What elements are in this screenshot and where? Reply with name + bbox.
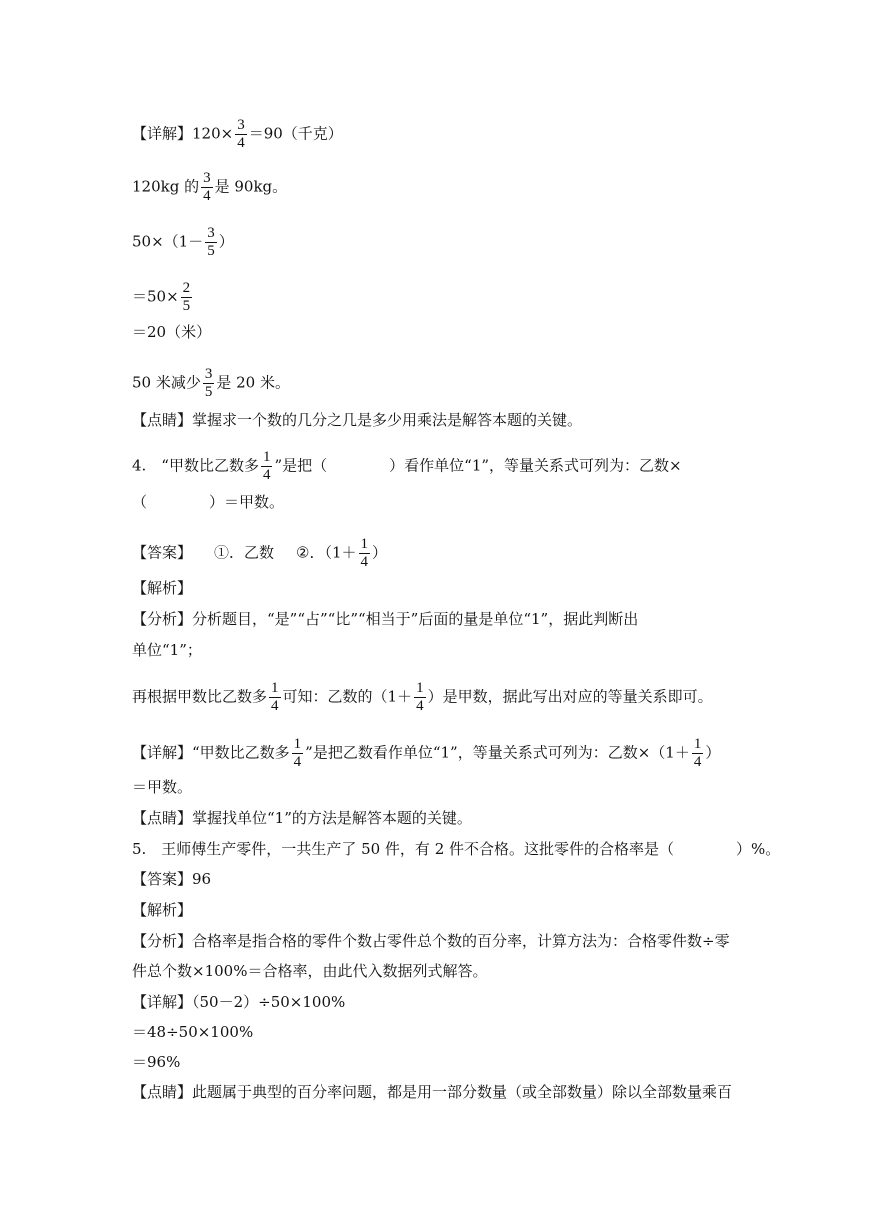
analysis-heading-4: 【解析】	[132, 579, 193, 597]
fraction: $\frac{3}{4}$	[203, 170, 211, 204]
detail-line-4: ＝50× $\frac{2}{5}$	[132, 280, 191, 314]
detail-5-line-3: ＝96%	[132, 1053, 181, 1071]
detail-5-line-1: 【详解】（50－2）÷50×100%	[132, 993, 346, 1011]
question-5: 5. 王师傅生产零件，一共生产了 50 件，有 2 件不合格。这批零件的合格率是（ ）%。	[132, 840, 781, 858]
answer-5: 【答案】96	[132, 870, 212, 888]
detail-line-5: ＝20（米）	[132, 323, 212, 341]
analysis-heading-5: 【解析】	[132, 901, 193, 919]
pointer-line-5: 【点睛】此题属于典型的百分率问题，都是用一部分数量（或全部数量）除以全部数量乘百	[132, 1083, 733, 1101]
fraction: $\frac{2}{5}$	[182, 280, 191, 314]
question-4: 4. “甲数比乙数多 $\frac{1}{4}$ ”是把（ ）看作单位“1”，等量关系式可列为：乙数×	[132, 449, 682, 483]
detail-4: 【详解】“甲数比乙数多 $\frac{1}{4}$ ”是把乙数看作单位“1”，等量关系式可列为：乙数×（1＋ $\frac{1}{4}$ ）	[132, 736, 721, 770]
detail-line-6: 50 米减少 $\frac{3}{5}$ 是 20 米。	[132, 366, 290, 400]
pointer-line-1: 【点睛】掌握求一个数的几分之几是多少用乘法是解答本题的关键。	[132, 411, 583, 429]
fraction: $\frac{1}{4}$	[360, 536, 369, 570]
fraction: $\frac{3}{5}$	[207, 225, 215, 259]
question-4-cont: （ ）＝甲数。	[132, 493, 285, 511]
analysis-4-line-1: 【分析】分析题目，“是”“占”“比”“相当于”后面的量是单位“1”，据此判断出	[132, 610, 639, 628]
detail-4-cont: ＝甲数。	[132, 778, 193, 796]
detail-line-3: 50×（1－ $\frac{3}{5}$ ）	[132, 225, 234, 259]
fraction: $\frac{1}{4}$	[416, 680, 424, 714]
detail-line-1: 【详解】120× $\frac{3}{4}$ ＝90（千克）	[132, 117, 343, 151]
fraction: $\frac{1}{4}$	[271, 680, 279, 714]
detail-line-2: 120kg 的 $\frac{3}{4}$ 是 90kg。	[132, 170, 288, 204]
analysis-4-line-2: 单位“1”；	[132, 641, 202, 659]
fraction: $\frac{3}{5}$	[204, 366, 213, 400]
fraction: $\frac{1}{4}$	[693, 736, 702, 770]
fraction: $\frac{3}{4}$	[237, 117, 245, 151]
pointer-line-4: 【点睛】掌握找单位“1”的方法是解答本题的关键。	[132, 809, 472, 827]
analysis-4-line-3: 再根据甲数比乙数多 $\frac{1}{4}$ 可知：乙数的（1＋ $\frac{1}{4}$ ）是甲数，据此写出对应的等量关系即可。	[132, 680, 713, 714]
analysis-5-line-1: 【分析】合格率是指合格的零件个数占零件总个数的百分率，计算方法为：合格零件数÷零	[132, 932, 730, 950]
analysis-5-line-2: 件总个数×100%＝合格率，由此代入数据列式解答。	[132, 962, 488, 980]
answer-4: 【答案】 ①．乙数 ②．（1＋ $\frac{1}{4}$ ）	[132, 536, 388, 570]
detail-5-line-2: ＝48÷50×100%	[132, 1023, 254, 1041]
fraction: $\frac{1}{4}$	[262, 449, 271, 483]
fraction: $\frac{1}{4}$	[293, 736, 302, 770]
